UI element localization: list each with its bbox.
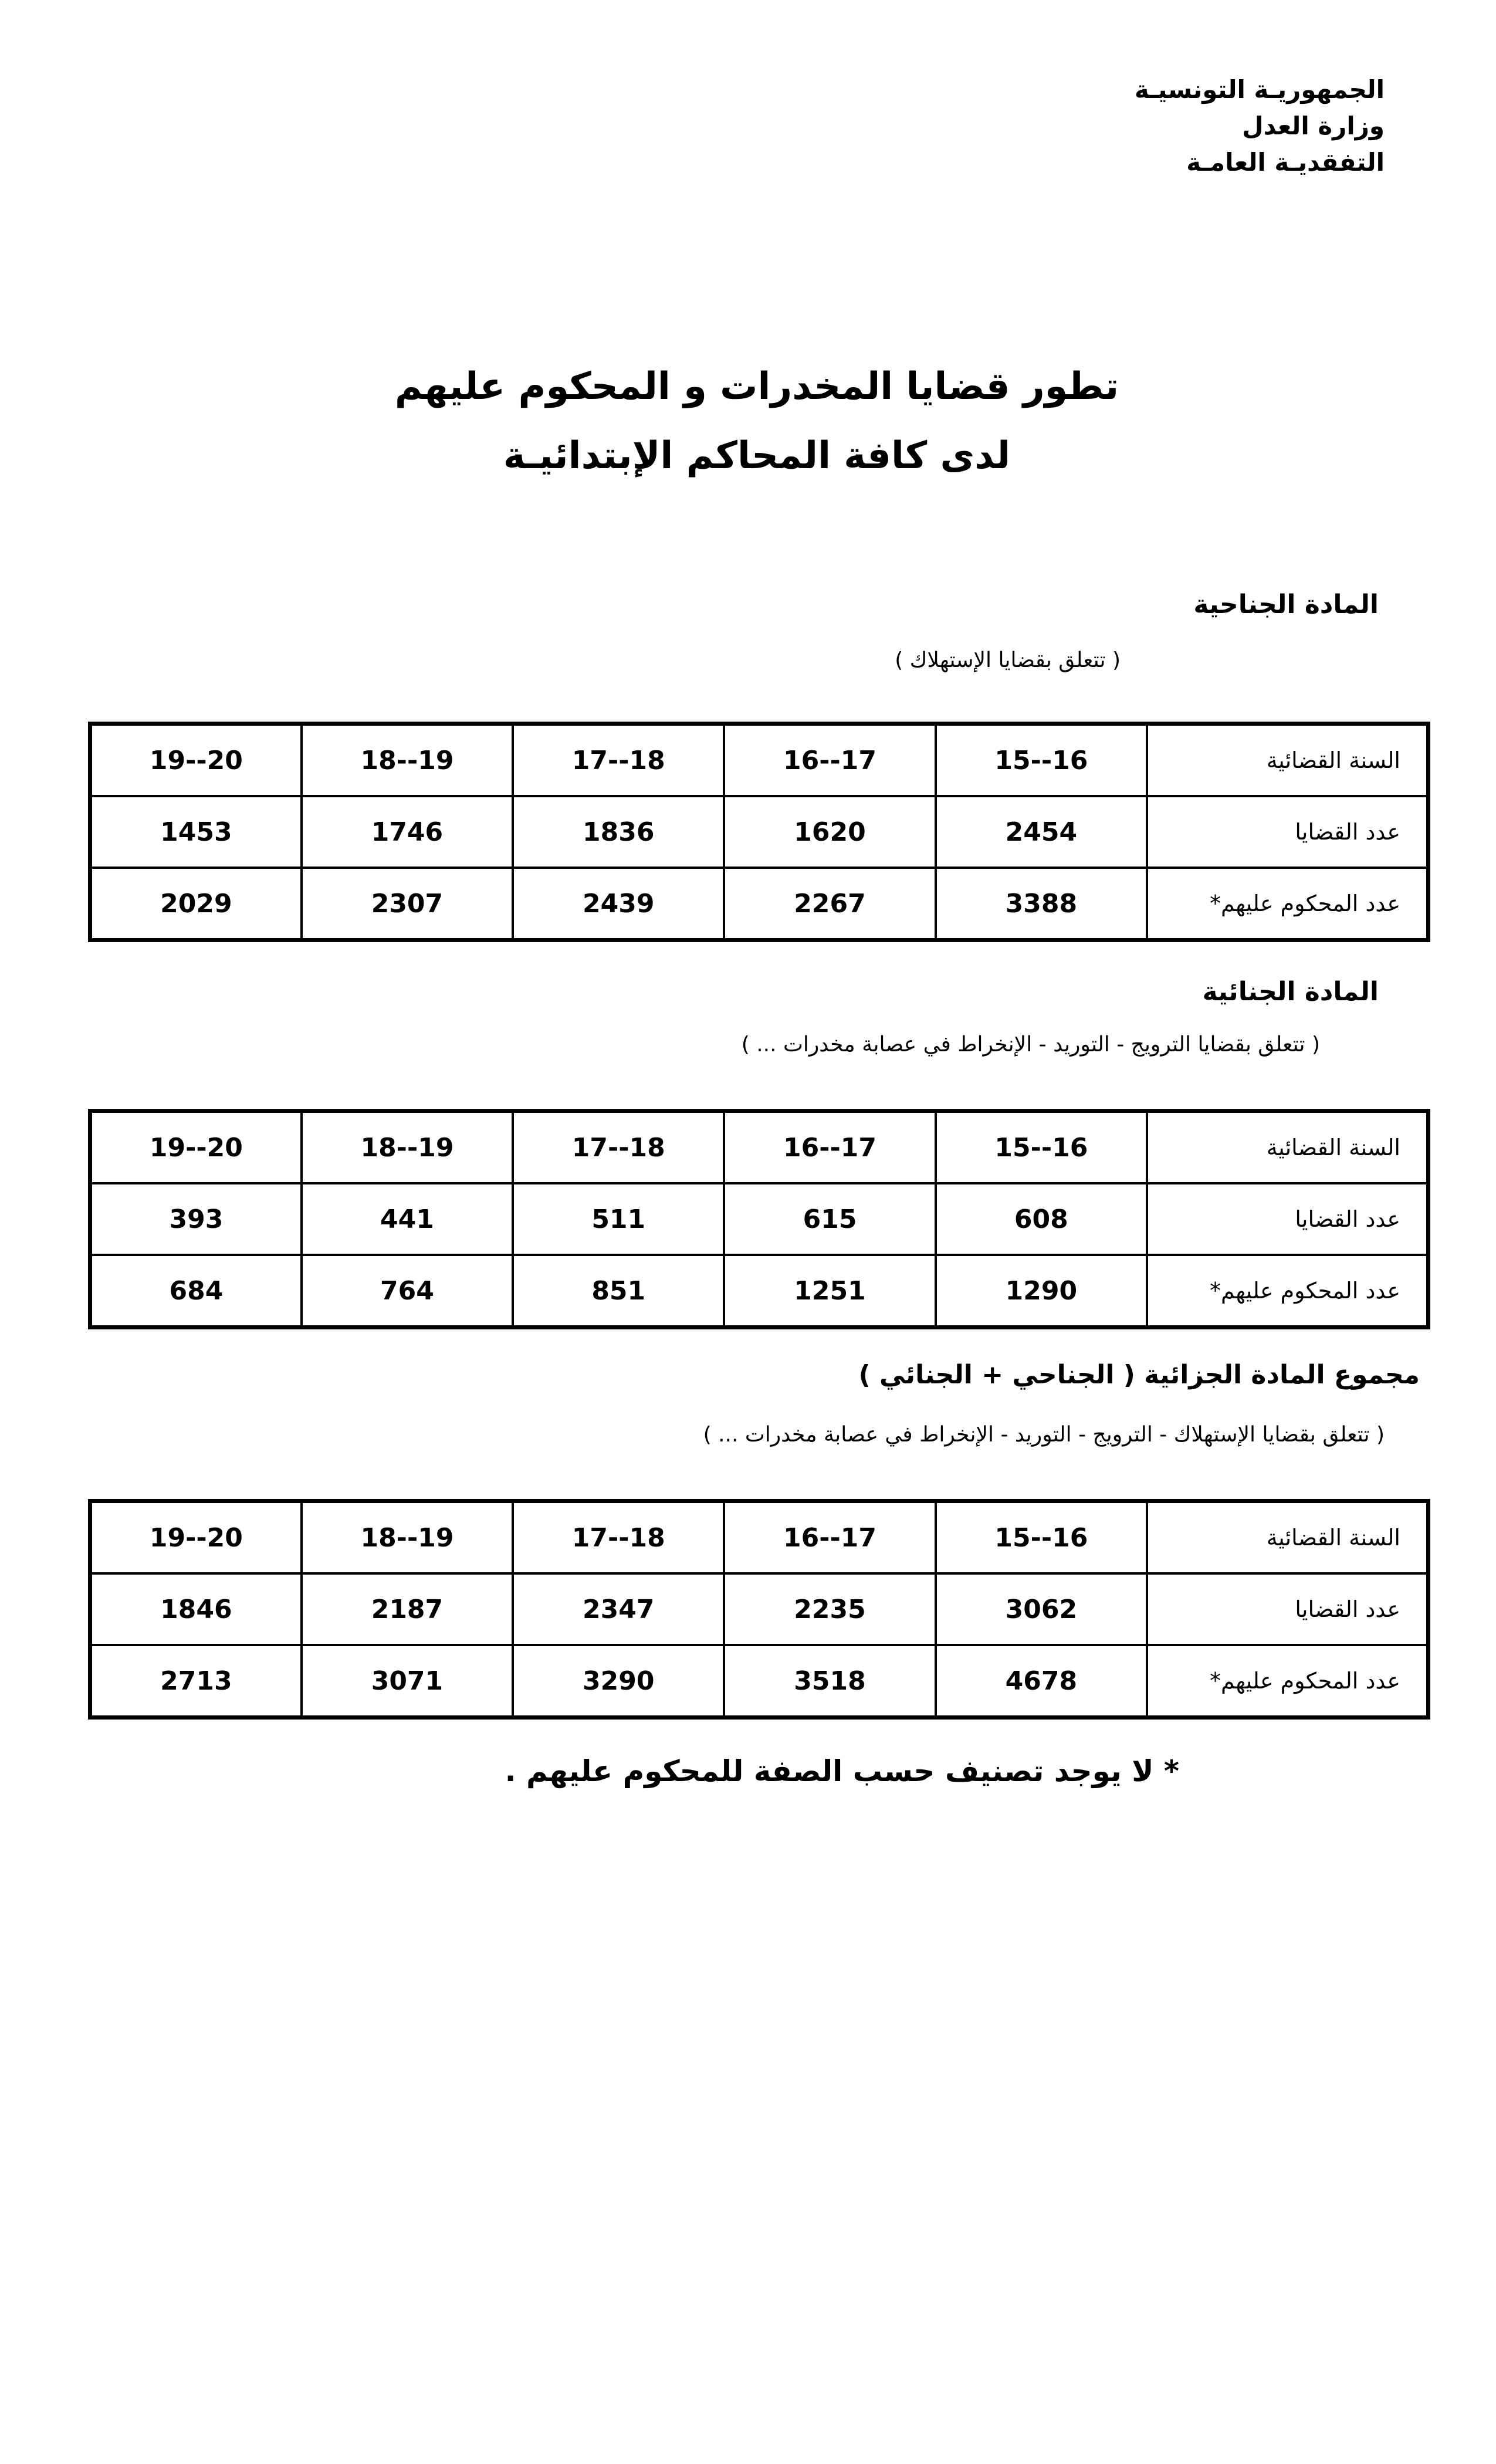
section-title-misdemeanor: المادة الجناحية [1193, 590, 1379, 620]
table-row-cases [90, 1183, 1429, 1255]
table-row-years [90, 1111, 1429, 1184]
letterhead-country: الجمهوريـة التونسيـة [1134, 75, 1385, 104]
year-cell: 15--16 [936, 724, 1147, 797]
cases-cell: 2347 [513, 1573, 724, 1645]
section-note-misdemeanor: ( تتعلق بقضايا الإستهلاك ) [895, 648, 1121, 672]
section-note-total: ( تتعلق بقضايا الإستهلاك - الترويج - التوريد - الإنخراط في عصابة مخدرات ... ) [703, 1423, 1385, 1447]
table-row-convicted [90, 1645, 1429, 1718]
table-total [88, 1499, 1430, 1720]
year-cell: 17--18 [513, 1501, 724, 1574]
convicted-cell: 2307 [302, 868, 513, 940]
section-title-felony: المادة الجنائية [1202, 977, 1379, 1007]
convicted-cell: 2029 [90, 868, 302, 940]
section-note-felony: ( تتعلق بقضايا الترويج - التوريد - الإنخراط في عصابة مخدرات ... ) [741, 1033, 1320, 1057]
section-title-total: مجموع المادة الجزائية ( الجناحي + الجنائي ) [858, 1360, 1420, 1390]
row-label-judicial-year: السنة القضائية [1147, 724, 1429, 797]
year-cell: 17--18 [513, 1111, 724, 1184]
table-row-years [90, 724, 1429, 797]
convicted-cell: 3290 [513, 1645, 724, 1718]
letterhead-department: التفقديـة العامـة [1186, 148, 1385, 177]
year-cell: 19--20 [90, 724, 302, 797]
table-felony [88, 1109, 1430, 1329]
cases-cell: 1836 [513, 796, 724, 868]
row-label-cases: عدد القضايا [1147, 1183, 1429, 1255]
letterhead [1135, 72, 1385, 181]
table-misdemeanor [88, 722, 1430, 942]
year-cell: 18--19 [302, 1501, 513, 1574]
convicted-cell: 684 [90, 1255, 302, 1328]
convicted-cell: 2267 [724, 868, 935, 940]
cases-cell: 608 [936, 1183, 1147, 1255]
year-cell: 16--17 [724, 1111, 935, 1184]
convicted-cell: 2713 [90, 1645, 302, 1718]
document-title [0, 352, 1496, 490]
row-label-cases: عدد القضايا [1147, 1573, 1429, 1645]
letterhead-ministry: وزارة العدل [1242, 111, 1385, 140]
row-label-convicted: عدد المحكوم عليهم* [1147, 1255, 1429, 1328]
cases-cell: 1453 [90, 796, 302, 868]
cases-cell: 615 [724, 1183, 935, 1255]
cases-cell: 2454 [936, 796, 1147, 868]
year-cell: 15--16 [936, 1501, 1147, 1574]
convicted-cell: 3388 [936, 868, 1147, 940]
convicted-cell: 3518 [724, 1645, 935, 1718]
year-cell: 19--20 [90, 1501, 302, 1574]
table-row-years [90, 1501, 1429, 1574]
convicted-cell: 851 [513, 1255, 724, 1328]
row-label-judicial-year: السنة القضائية [1147, 1111, 1429, 1184]
document-title-line-2: لدى كافة المحاكم الإبتدائيـة [503, 434, 1011, 478]
year-cell: 16--17 [724, 1501, 935, 1574]
table-row-convicted [90, 1255, 1429, 1328]
table-row-cases [90, 796, 1429, 868]
convicted-cell: 1290 [936, 1255, 1147, 1328]
year-cell: 16--17 [724, 724, 935, 797]
cases-cell: 2235 [724, 1573, 935, 1645]
year-cell: 15--16 [936, 1111, 1147, 1184]
year-cell: 18--19 [302, 724, 513, 797]
cases-cell: 1746 [302, 796, 513, 868]
year-cell: 17--18 [513, 724, 724, 797]
cases-cell: 3062 [936, 1573, 1147, 1645]
convicted-cell: 1251 [724, 1255, 935, 1328]
convicted-cell: 2439 [513, 868, 724, 940]
row-label-convicted: عدد المحكوم عليهم* [1147, 1645, 1429, 1718]
table-row-cases [90, 1573, 1429, 1645]
cases-cell: 1846 [90, 1573, 302, 1645]
cases-cell: 511 [513, 1183, 724, 1255]
year-cell: 18--19 [302, 1111, 513, 1184]
row-label-judicial-year: السنة القضائية [1147, 1501, 1429, 1574]
cases-cell: 393 [90, 1183, 302, 1255]
year-cell: 19--20 [90, 1111, 302, 1184]
row-label-cases: عدد القضايا [1147, 796, 1429, 868]
cases-cell: 441 [302, 1183, 513, 1255]
convicted-cell: 764 [302, 1255, 513, 1328]
document-title-line-1: تطور قضايا المخدرات و المحكوم عليهم [394, 365, 1119, 408]
table-row-convicted [90, 868, 1429, 940]
convicted-cell: 3071 [302, 1645, 513, 1718]
footnote: * لا يوجد تصنيف حسب الصفة للمحكوم عليهم . [505, 1754, 1179, 1788]
convicted-cell: 4678 [936, 1645, 1147, 1718]
row-label-convicted: عدد المحكوم عليهم* [1147, 868, 1429, 940]
cases-cell: 2187 [302, 1573, 513, 1645]
cases-cell: 1620 [724, 796, 935, 868]
